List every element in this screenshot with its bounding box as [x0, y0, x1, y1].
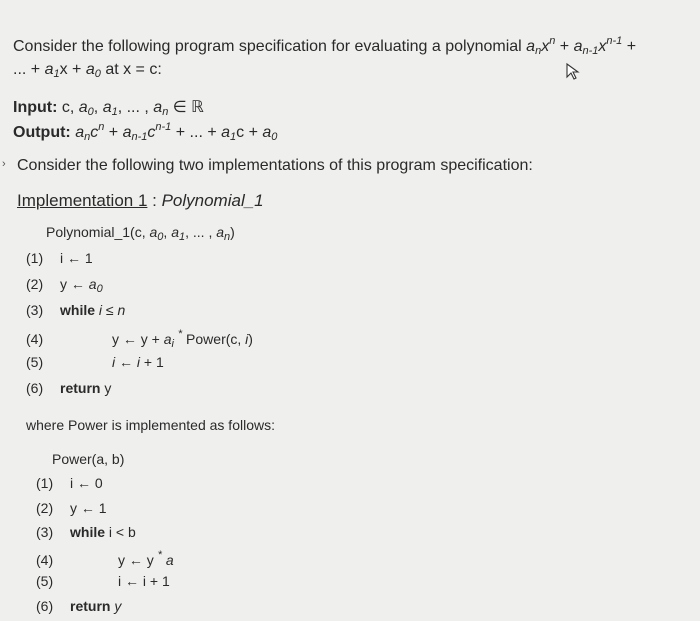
chevron-right-icon: ›: [2, 158, 6, 170]
power-intro: where Power is implemented as follows:: [26, 417, 275, 433]
power-line-1: (1) i ← 0: [36, 475, 103, 491]
output-line: Output: $a_nc^n + a_{n-1}c^{n-1}$ + ... + $a_1c + a_0$: [13, 121, 278, 143]
power-line-5: (5) i ← i + 1: [36, 573, 170, 589]
poly-line-6: (6) return y: [26, 380, 112, 396]
power-line-6: (6) return y: [36, 598, 122, 614]
poly-line-3: (3) while i ≤ n: [26, 302, 126, 318]
spec-line-1: Consider the following program specification for evaluating a polynomial $a_nx^n + a_{n-1}x^{n-1}$ +: [13, 35, 637, 57]
mouse-pointer-icon: [564, 62, 584, 82]
polynomial-signature: Polynomial_1(c, $a_0$, $a_1$, ... , $a_n$): [46, 224, 235, 243]
implementations-intro: Consider the following two implementations of this program specification:: [17, 157, 533, 174]
poly-line-1: (1) i ← 1: [26, 250, 93, 266]
power-signature: Power(a, b): [52, 451, 125, 467]
poly-line-5: (5) i ← i + 1: [26, 354, 164, 370]
poly-line-4: (4) y ← $y + a_i$ * Power(c, i): [26, 328, 253, 350]
power-line-2: (2) y ← 1: [36, 500, 107, 516]
implementation-1-link[interactable]: Implementation 1: [17, 191, 148, 210]
implementation-heading: Implementation 1 : Polynomial_1: [17, 191, 264, 210]
poly-line-2: (2) y ← $a_0$: [26, 276, 103, 295]
power-line-3: (3) while i < b: [36, 524, 136, 540]
power-line-4: (4) y ← y * a: [36, 549, 174, 568]
input-line: Input: c, $a_0$, $a_1$, ... , $a_n$ ∈ ℝ: [13, 99, 204, 118]
spec-line-2: ... + $a_1x + a_0$ at x = c:: [13, 61, 162, 80]
